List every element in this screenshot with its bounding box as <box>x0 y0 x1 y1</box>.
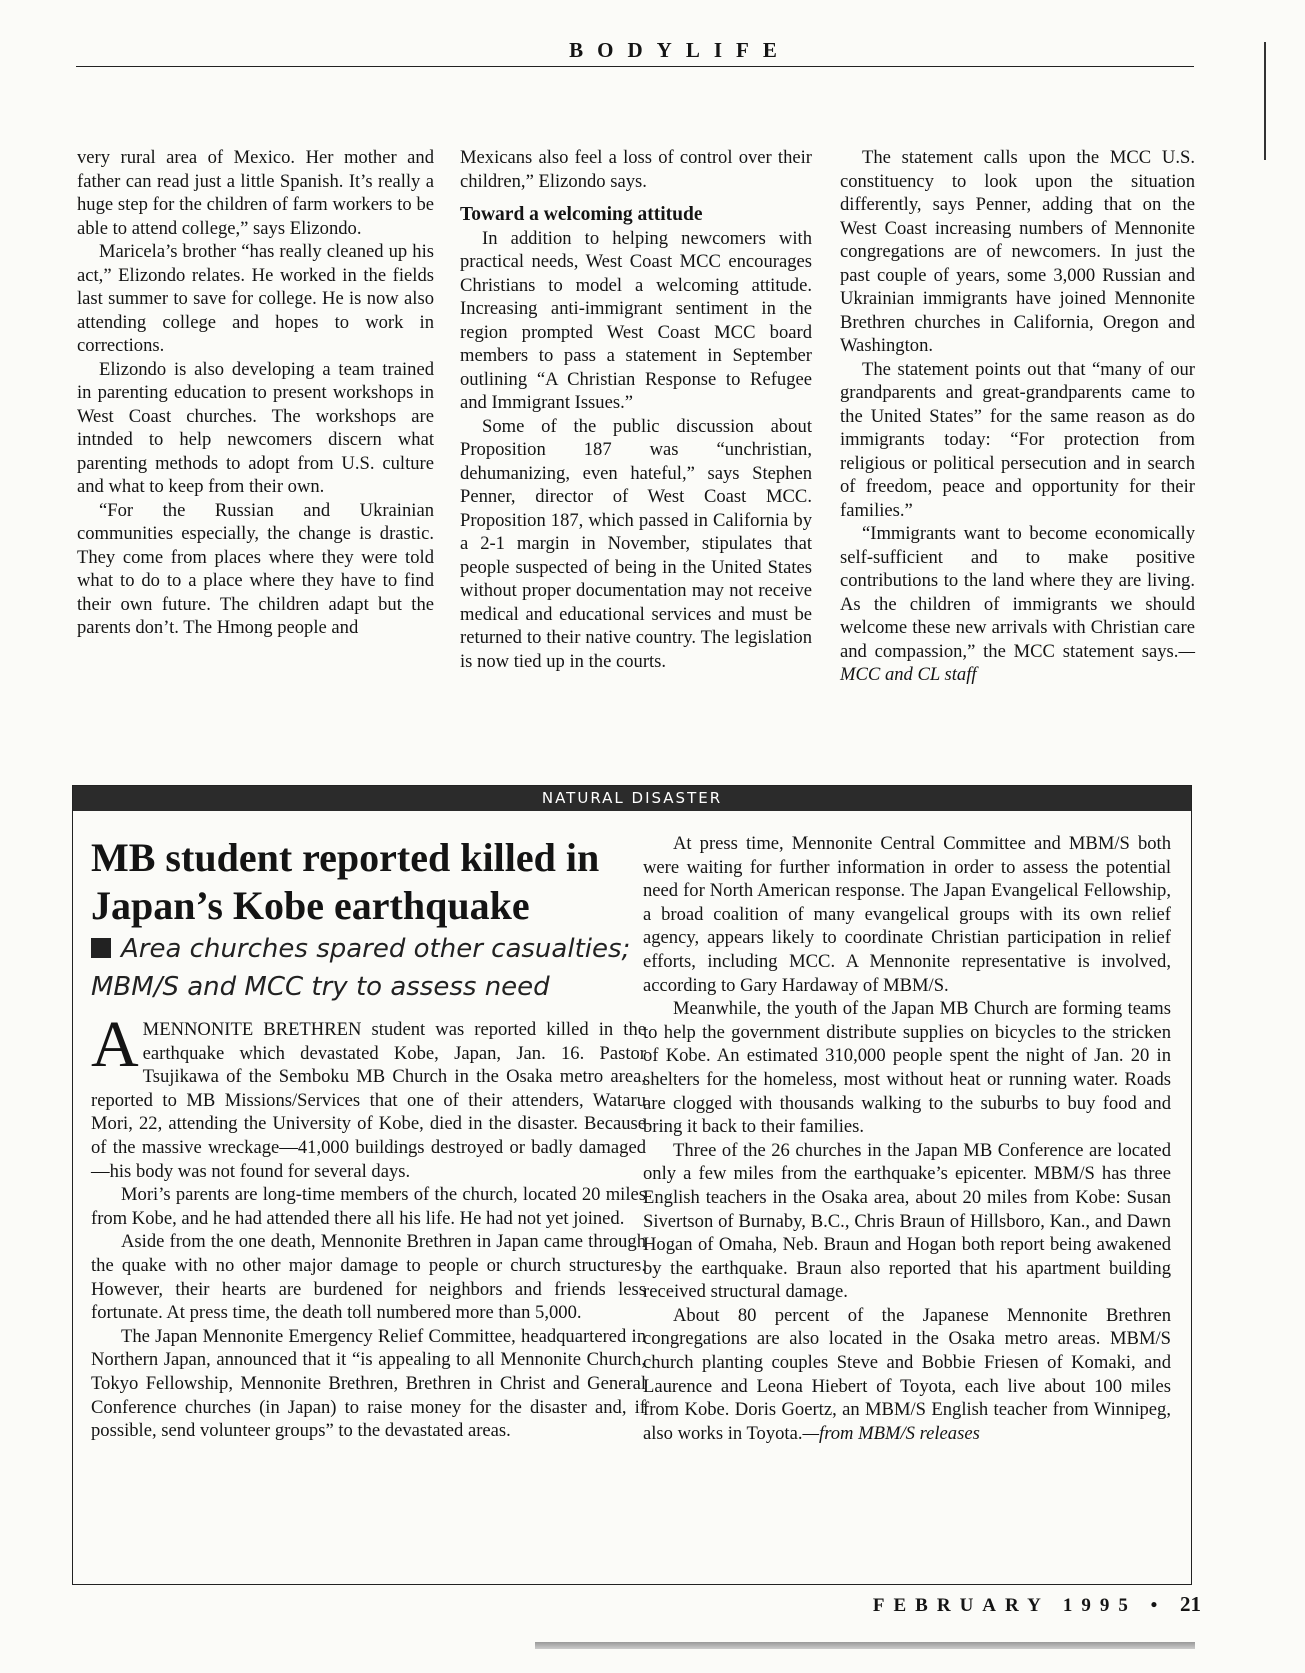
page-footer <box>873 1592 1201 1617</box>
section-label: NATURAL DISASTER <box>73 786 1191 811</box>
lead-in: MENNONITE BRETHREN <box>142 1019 362 1040</box>
paragraph: Aside from the one death, Mennonite Brethren in Japan came through the quake with no other major damage to people or church structures. However, their hearts are burdened for neighbors and friends less fortunate. At press time, the death toll numbered more than 5,000. <box>91 1231 646 1324</box>
paragraph-text: “Immigrants want to become economically self-sufficient and to make positive contributions to the land where they are living. As the children of immigrants we should welcome these new arrivals with Christian care and compassion,” the MCC statement says. <box>840 523 1195 662</box>
separator: • <box>1150 1595 1167 1616</box>
paragraph: very rural area of Mexico. Her mother and father can read just a little Spanish. It’s really a huge step for the children of farm workers to be able to attend college,” says Elizondo. <box>77 147 434 239</box>
paragraph <box>643 1304 1171 1446</box>
deck-text: Area churches spared other casualties; MBM/S and MCC try to assess need <box>91 934 631 1002</box>
paragraph: The statement points out that “many of our grandparents and great-grandparents came to the United States” for the same reason as do immigrants today: “For protection from religious or political persecution and in search of freedom, peace and opportunity for their families.” <box>840 358 1195 521</box>
paragraph: Meanwhile, the youth of the Japan MB Church are forming teams to help the government distribute supplies on bicycles to the stricken of Kobe. An estimated 310,000 people spent the night of Jan. 20 in shelters for the homeless, most without heat or running water. Roads are clogged with thousands walking to the suburbs to buy food and bring it back to their families. <box>643 998 1171 1138</box>
paragraph: The statement calls upon the MCC U.S. constituency to look upon the situation differently, says Penner, adding that on the West Coast increasing numbers of Mennonite congregations are of newcomers. In just the past couple of years, some 3,000 Russian and Ukrainian immigrants have joined Mennonite Brethren churches in California, Oregon and Washington. <box>840 147 1195 356</box>
byline: —from MBM/S releases <box>802 1422 980 1444</box>
square-bullet-icon <box>91 938 111 958</box>
paragraph: Elizondo is also developing a team trained in parenting education to present workshops in West Coast churches. The workshops are intnded to help newcomers discern what parenting methods to adopt from U.S. culture and what to keep from their own. <box>77 358 434 497</box>
box-column-2 <box>643 832 1171 1445</box>
paragraph <box>91 1008 646 1183</box>
paragraph: In addition to helping newcomers with practical needs, West Coast MCC encourages Christians to model a welcoming attitude. Increasing anti-immigrant sentiment in the region prompted West Coast MCC board members to pass a statement in September outlining “A Christian Response to Refugee and Immigrant Issues.” <box>460 227 812 413</box>
issue-date: FEBRUARY 1995 <box>872 1595 1137 1616</box>
paragraph-text: student was reported killed in the earthquake which devastated Kobe, Japan, Jan. 16. Pastor Tsujikawa of the Semboku MB Church in the Osaka metro area, reported to MB Missions/Services that one of their attenders, Wataru Mori, 22, attending the University of Kobe, died in the disaster. Because of the massive wreckage—41,000 buildings destroyed or badly damaged—his body was not found for several days. <box>91 1019 646 1182</box>
paragraph: Some of the public discussion about Proposition 187 was “unchristian, dehumanizing, even hateful,” says Stephen Penner, director of West Coast MCC. Proposition 187, which passed in California by a 2-1 margin in November, stipulates that people suspected of being in the United States without proper documentation may not receive medical and educational services and must be returned to their native country. The legislation is now tied up in the courts. <box>460 415 812 672</box>
paragraph: At press time, Mennonite Central Committee and MBM/S both were waiting for further information in order to assess the potential need for North American response. The Japan Evangelical Fellowship, a broad coalition of many evangelical groups with its own relief agency, appears likely to coordinate Christian participation in relief efforts, including MCC. A Mennonite representative is involved, according to Gary Hardaway of MBM/S. <box>643 833 1171 996</box>
paragraph: Mori’s parents are long-time members of the church, located 20 miles from Kobe, and he had attended there all his life. He had not yet joined. <box>91 1184 646 1229</box>
page-number: 21 <box>1180 1592 1201 1616</box>
deck <box>91 930 651 1006</box>
paragraph: “For the Russian and Ukrainian communities especially, the change is drastic. They come from places where they were told what to do to a place where they have to find their own future. The children adapt but the parents don’t. The Hmong people and <box>77 499 434 638</box>
footer-rule <box>535 1642 1195 1649</box>
paragraph: Maricela’s brother “has really cleaned up his act,” Elizondo relates. He worked in the fields last summer to save for college. He is now also attending college and hopes to work in corrections. <box>77 241 434 356</box>
article-column-3 <box>840 146 1195 687</box>
header-rule <box>76 66 1194 67</box>
page-edge-line <box>1264 42 1266 160</box>
section-header: BODYLIFE <box>569 38 791 62</box>
box-column-1 <box>91 1008 646 1443</box>
headline: MB student reported killed in Japan’s Kobe earthquake <box>91 835 600 928</box>
subheading: Toward a welcoming attitude <box>460 204 703 225</box>
paragraph: Three of the 26 churches in the Japan MB Conference are located only a few miles from the earthquake’s epicenter. MBM/S has three English teachers in the Osaka area, about 20 miles from Kobe: Susan Sivertson of Burnaby, B.C., Chris Braun of Hillsboro, Kan., and Dawn Hogan of Omaha, Neb. Braun and Hogan both report being awakened by the earthquake. Braun also reported that his apartment building received structural damage. <box>643 1139 1171 1303</box>
natural-disaster-box <box>72 785 1192 1585</box>
byline: —MCC and CL staff <box>840 640 1195 685</box>
paragraph: The Japan Mennonite Emergency Relief Committee, headquartered in Northern Japan, announced that it “is appealing to all Mennonite Church, Tokyo Fellowship, Mennonite Brethren, Brethren in Christ and General Conference churches (in Japan) to raise money for the disaster and, if possible, send volunteer groups” to the devastated areas. <box>91 1325 646 1442</box>
paragraph: Mexicans also feel a loss of control over their children,” Elizondo says. <box>460 147 812 192</box>
article-column-1 <box>77 146 434 640</box>
article-column-2 <box>460 146 812 673</box>
drop-cap: A <box>91 1008 139 1081</box>
paragraph <box>840 522 1195 687</box>
paragraph-text: About 80 percent of the Japanese Mennonite Brethren congregations are also located in the Osaka metro areas. MBM/S church planting couples Steve and Bobbie Friesen of Komaki, and Laurence and Leona Hiebert of Toyota, each live about 100 miles from Kobe. Doris Goertz, an MBM/S English teacher from Winnipeg, also works in Toyota. <box>643 1304 1171 1444</box>
